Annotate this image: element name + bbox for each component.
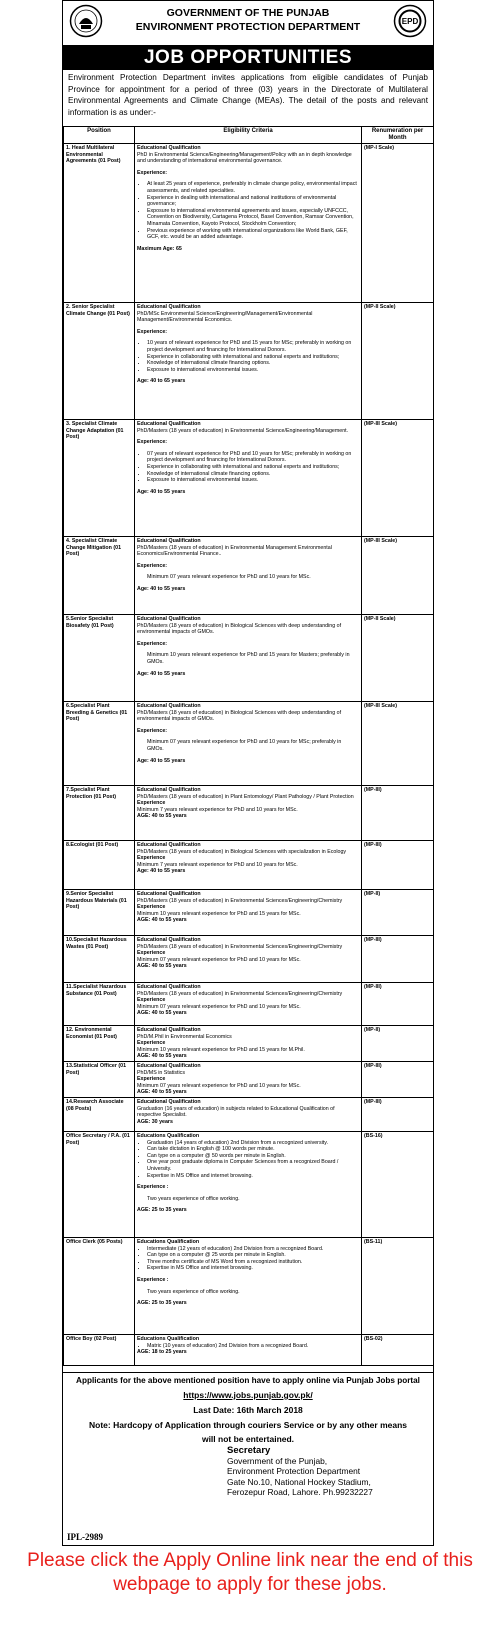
experience-item: • 10 years of relevant experience for PhD and 15 years for MSc; preferably in working on project development and financing for International Donors. — [147, 340, 359, 353]
qualification-label: Educations Qualification — [137, 1335, 200, 1342]
remuneration-cell: (MP-III) — [362, 1097, 434, 1131]
experience-item: • Experience in collaborating with international and national experts and institutions; — [147, 464, 359, 471]
eligibility-cell — [135, 615, 362, 702]
eligibility-cell — [135, 1334, 362, 1365]
eligibility-cell — [135, 1131, 362, 1237]
position-cell: 5.Senior Specialist Biosafety (01 Post) — [64, 615, 135, 702]
position-cell: 14.Research Associate (08 Posts) — [64, 1097, 135, 1131]
experience-label: Experience: — [137, 640, 168, 647]
eligibility-cell — [135, 702, 362, 786]
qualification-label: Educational Qualification — [137, 842, 201, 848]
remuneration-cell: (BS-02) — [362, 1334, 434, 1365]
column-header-eligibility: Eligibility Criteria — [135, 127, 362, 144]
qualification-text: PhD/Masters (18 years of education) in Biological Sciences with specialization in Ecology — [137, 848, 347, 855]
position-cell: 11.Specialist Hazardous Substance (01 Post) — [64, 983, 135, 1026]
qualification-label: Educational Qualification — [137, 984, 201, 990]
job-opportunities-banner: JOB OPPORTUNITIES — [63, 46, 433, 70]
qualification-item: • Three months certificate of MS Word from a recognized institution. — [147, 1259, 359, 1266]
column-header-remuneration: Renumeration per Month — [362, 127, 434, 144]
experience-label: Experience — [137, 950, 166, 957]
age-limit: Age: 40 to 55 years — [137, 585, 186, 592]
table-row — [64, 1131, 434, 1237]
hardcopy-note: Note: Hardcopy of Application through couriers Service or by any other means — [88, 1420, 408, 1430]
age-limit: Age: 40 to 55 years — [137, 757, 186, 764]
government-name: GOVERNMENT OF THE PUNJAB — [166, 7, 330, 19]
eligibility-cell — [135, 537, 362, 615]
remuneration-cell: (MP-II) — [362, 1026, 434, 1062]
qualification-list — [137, 1343, 359, 1350]
remuneration-cell: (BS-11) — [362, 1237, 434, 1334]
experience-label: Experience: — [137, 439, 168, 446]
position-cell: 8.Ecologist (01 Post) — [64, 841, 135, 890]
position-cell: 13.Statistical Officer (01 Post) — [64, 1061, 135, 1097]
table-row — [64, 786, 434, 841]
qualification-item: • One year post graduate diploma in Computer Sciences from a recognized Board / University. — [147, 1159, 359, 1172]
experience-text: Two years experience of office working. — [147, 1195, 240, 1202]
experience-text: Minimum 10 years relevant experience for PhD and 15 years for Masters; preferably in GMOs. — [147, 652, 350, 665]
position-cell: 2. Senior Specialist Climate Change (01 Post) — [64, 303, 135, 420]
qualification-label: Educations Qualification — [137, 1238, 200, 1245]
position-cell: Office Secretary / P.A. (01 Post) — [64, 1131, 135, 1237]
age-limit: Maximum Age: 65 — [137, 245, 182, 252]
experience-item: • Knowledge of international climate financing options. — [147, 471, 359, 478]
experience-list — [137, 181, 359, 240]
table-row — [64, 615, 434, 702]
qualification-label: Educational Qualification — [137, 1098, 201, 1105]
signature-block — [227, 1446, 373, 1497]
advertisement — [62, 0, 434, 1546]
experience-item: • Exposure to international environmental issues. — [147, 367, 359, 374]
age-limit: AGE: 40 to 55 years — [137, 963, 187, 970]
remuneration-cell: (MP-III Scale) — [362, 702, 434, 786]
qualification-item: • Matric (10 years of education) 2nd Division from a recognized Board. — [147, 1343, 359, 1350]
department-name: ENVIRONMENT PROTECTION DEPARTMENT — [135, 21, 361, 33]
table-row — [64, 1334, 434, 1365]
qualification-item: • Graduation (14 years of education) 2nd Division from a recognized university. — [147, 1140, 359, 1147]
table-row — [64, 983, 434, 1026]
experience-label: Experience — [137, 997, 166, 1004]
signatory-line: Gate No.10, National Hockey Stadium, — [227, 1476, 371, 1487]
experience-item: • Exposure to international environmental issues. — [147, 477, 359, 484]
qualification-label: Educations Qualification — [137, 1132, 200, 1139]
remuneration-cell: (MP-II Scale) — [362, 615, 434, 702]
eligibility-cell — [135, 1237, 362, 1334]
jobs-portal-link[interactable]: https://www.jobs.punjab.gov.pk/ — [183, 1390, 313, 1400]
age-limit: AGE: 40 to 55 years — [137, 1053, 187, 1060]
qualification-text: PhD/Masters (18 years of education) in Biological Sciences with deep understanding of environmental impacts of GMOs. — [137, 709, 342, 723]
table-row — [64, 1097, 434, 1131]
age-limit: AGE: 25 to 35 years — [137, 1207, 187, 1214]
position-cell: 10.Specialist Hazardous Wastes (01 Post) — [64, 936, 135, 983]
remuneration-cell: (MP-III) — [362, 983, 434, 1026]
column-header-position: Position — [64, 127, 135, 144]
experience-text: Minimum 07 years relevant experience for PhD and 10 years for MSc; preferably in GMOs. — [147, 739, 342, 752]
last-date: Last Date: 16th March 2018 — [193, 1405, 303, 1415]
remuneration-cell: (MP-III) — [362, 786, 434, 841]
experience-text: Minimum 07 years relevant experience for PhD and 10 years for MSc. — [137, 1082, 301, 1089]
qualification-label: Educational Qualification — [137, 787, 201, 793]
qualification-text: PhD/Masters (18 years of education) in Environmental Sciences/Engineering/Chemistry — [137, 943, 343, 950]
table-header-row — [64, 127, 434, 144]
qualification-label: Educational Qualification — [137, 703, 201, 709]
qualification-text: PhD/Masters (18 years of education) in Environmental Sciences/Engineering/Chemistry — [137, 990, 343, 997]
age-limit: AGE: 40 to 55 years — [137, 813, 187, 820]
qualification-text: PhD/Masters (18 years of education) in Environmental Management Environmental Economics/Environmental Finance.. — [137, 544, 332, 558]
qualification-item: • Can type on a computer @ 25 words per minute in English. — [147, 1252, 359, 1259]
ipl-number: IPL-2989 — [67, 1532, 103, 1542]
remuneration-cell: (MP-III) — [362, 936, 434, 983]
experience-list — [137, 451, 359, 484]
intro-paragraph: Environment Protection Department invites applications from eligible candidates of Punjab Province for appointment for a period of three (03) years in the Directorate of Multilateral Environmental Agreements and Climate Change (MEAs). The detail of the posts and relevant information is as under:- — [68, 73, 428, 117]
eligibility-cell — [135, 1026, 362, 1062]
table-row — [64, 1061, 434, 1097]
qualification-label: Educational Qualification — [137, 616, 201, 622]
signatory-line: Environment Protection Department — [227, 1466, 361, 1477]
qualification-text: PhD/M.Phil in Environmental Economics — [137, 1033, 232, 1040]
qualification-text: PhD/Masters (18 years of education) in Plant Entomology/ Plant Pathology / Plant Protection — [137, 793, 354, 800]
qualification-item: • Expertise in MS Office and internet browsing. — [147, 1265, 359, 1272]
table-row — [64, 841, 434, 890]
qualification-label: Educational Qualification — [137, 1027, 201, 1033]
signatory-title: Secretary — [227, 1445, 271, 1456]
eligibility-cell — [135, 1061, 362, 1097]
eligibility-cell — [135, 890, 362, 936]
hardcopy-note-continued: will not be entertained. — [201, 1434, 295, 1444]
qualification-label: Educational Qualification — [137, 891, 201, 897]
experience-item: • Previous experience of working with international organizations like World Bank, GEF, GCF, etc. would be an added advantage. — [147, 228, 359, 241]
table-row — [64, 420, 434, 537]
position-cell: 6.Specialist Plant Breeding & Genetics (01 Post) — [64, 702, 135, 786]
position-cell: 9.Senior Specialist Hazardous Materials (01 Post) — [64, 890, 135, 936]
age-limit: AGE: 40 to 55 years — [137, 917, 187, 924]
remuneration-cell: (BS-16) — [362, 1131, 434, 1237]
experience-text: Minimum 7 years relevant experience for PhD and 10 years for MSc. — [137, 861, 298, 868]
remuneration-cell: (MP-III Scale) — [362, 537, 434, 615]
qualification-item: • Expertise in MS Office and internet browsing. — [147, 1173, 359, 1180]
table-row — [64, 1237, 434, 1334]
experience-item: • Experience in collaborating with international and national experts and institutions; — [147, 354, 359, 361]
qualification-label: Educational Qualification — [137, 1062, 201, 1069]
qualification-text: PhD in Environmental Science/Engineering/Management/Policy with an in depth knowledge and understanding of international environmental governance. — [137, 151, 352, 165]
remuneration-cell: (MP-III) — [362, 1061, 434, 1097]
experience-label: Experience — [137, 1040, 166, 1047]
experience-label: Experience: — [137, 727, 168, 734]
experience-text: Two years experience of office working. — [147, 1288, 240, 1295]
qualification-label: Educational Qualification — [137, 145, 201, 151]
qualification-list — [137, 1246, 359, 1272]
age-limit: AGE: 18 to 25 years — [137, 1349, 187, 1356]
qualification-label: Educational Qualification — [137, 937, 201, 943]
table-row — [64, 1026, 434, 1062]
experience-label: Experience : — [137, 1184, 169, 1191]
qualification-label: Educational Qualification — [137, 538, 201, 544]
remuneration-cell: (MP-II) — [362, 890, 434, 936]
apply-online-notice: Please click the Apply Online link near the end of this webpage to apply for these jobs. — [27, 1550, 473, 1595]
experience-label: Experience — [137, 904, 166, 911]
qualification-label: Educational Qualification — [137, 421, 201, 427]
epd-logo — [393, 4, 427, 38]
experience-label: Experience: — [137, 562, 168, 569]
experience-label: Experience: — [137, 169, 168, 176]
experience-item: • At least 25 years of experience, preferably in climate change policy, environmental impact assessments, and related specialties. — [147, 181, 359, 194]
punjab-government-logo — [69, 4, 103, 38]
eligibility-cell — [135, 420, 362, 537]
table-row — [64, 144, 434, 303]
qualification-label: Educational Qualification — [137, 304, 201, 310]
age-limit: AGE: 25 to 35 years — [137, 1300, 187, 1307]
eligibility-cell — [135, 983, 362, 1026]
table-row — [64, 890, 434, 936]
qualification-text: PhD/MSc Environmental Science/Engineering/Management/Environmental Management/Environmental Economics. — [137, 310, 313, 324]
remuneration-cell: (MP-III) — [362, 841, 434, 890]
experience-text: Minimum 07 years relevant experience for PhD and 10 years for MSc. — [137, 1003, 301, 1010]
eligibility-cell — [135, 1097, 362, 1131]
signatory-line: Government of the Punjab, — [227, 1456, 328, 1467]
qualification-item: • Can type on a computer @ 50 words per minute in English. — [147, 1153, 359, 1160]
qualification-text: PhD/MS in Statistics — [137, 1069, 185, 1076]
age-limit: Age: 40 to 55 years — [137, 868, 186, 875]
eligibility-cell — [135, 841, 362, 890]
signatory-line: Ferozepur Road, Lahore. Ph.99232227 — [227, 1486, 373, 1497]
age-limit: Age: 40 to 55 years — [137, 488, 186, 495]
table-row — [64, 936, 434, 983]
age-limit: Age: 40 to 65 years — [137, 378, 186, 385]
position-cell: 1. Head Multilateral Environmental Agreements (01 Post) — [64, 144, 135, 303]
qualification-item: • Intermediate (12 years of education) 2nd Division from a recognized Board. — [147, 1246, 359, 1253]
experience-text: Minimum 10 years relevant experience for PhD and 15 years for MSc. — [137, 910, 301, 917]
remuneration-cell: (MP-I Scale) — [362, 144, 434, 303]
experience-item: • Experience in dealing with international and national institutions of environmental governance; — [147, 195, 359, 208]
age-limit: Age: 40 to 55 years — [137, 670, 186, 677]
experience-label: Experience — [137, 855, 166, 862]
experience-text: Minimum 07 years relevant experience for PhD and 10 years for MSc. — [147, 574, 311, 581]
position-cell: 7.Specialist Plant Protection (01 Post) — [64, 786, 135, 841]
jobs-table — [63, 126, 434, 1366]
remuneration-cell: (MP-III Scale) — [362, 420, 434, 537]
position-cell: Office Boy (02 Post) — [64, 1334, 135, 1365]
experience-item: • Exposure to international environmental agreements and issues, especially UNFCCC, Convention on Biodiversity, Cartagena Protocol, Basel Convention, Ramsar Convention, Minamata Convention, Kayoto Protocol, Stockholm Convention; — [147, 208, 359, 228]
table-row — [64, 537, 434, 615]
eligibility-cell — [135, 936, 362, 983]
qualification-item: • Can take dictation in English @ 100 words per minute. — [147, 1146, 359, 1153]
header — [63, 1, 433, 46]
experience-label: Experience — [137, 800, 166, 807]
experience-list — [137, 340, 359, 373]
epd-logo-text: EPD — [401, 17, 419, 26]
qualification-text: PhD/Masters (18 years of education) in Environmental Science/Engineering/Management. — [137, 427, 349, 434]
position-cell: 12. Environmental Economist (01 Post) — [64, 1026, 135, 1062]
table-row — [64, 702, 434, 786]
qualification-text: Graduation (16 years of education) in subjects related to Educational Qualification of respective Specialist. — [137, 1105, 335, 1119]
experience-item: • Knowledge of international climate financing options. — [147, 360, 359, 367]
qualification-list — [137, 1140, 359, 1180]
experience-text: Minimum 10 years relevant experience for PhD and 15 years for M.Phil. — [137, 1046, 305, 1053]
eligibility-cell — [135, 786, 362, 841]
position-cell: 4. Specialist Climate Change Mitigation (01 Post) — [64, 537, 135, 615]
footer — [63, 1372, 433, 1545]
position-cell: 3. Specialist Climate Change Adaptation (01 Post) — [64, 420, 135, 537]
age-limit: AGE: 40 to 55 years — [137, 1010, 187, 1017]
age-limit: AGE: 30 years — [137, 1118, 173, 1125]
jobs-table-body — [64, 144, 434, 1366]
age-limit: AGE: 40 to 55 years — [137, 1089, 187, 1096]
qualification-text: PhD/Masters (18 years of education) in Environmental Sciences/Engineering/Chemistry — [137, 897, 343, 904]
experience-label: Experience : — [137, 1276, 169, 1283]
experience-label: Experience — [137, 1076, 166, 1083]
experience-text: Minimum 07 years relevant experience for PhD and 10 years for MSc. — [137, 956, 301, 963]
qualification-text: PhD/Masters (18 years of education) in Biological Sciences with deep understanding of environmental impacts of GMOs. — [137, 622, 342, 636]
remuneration-cell: (MP-II Scale) — [362, 303, 434, 420]
experience-text: Minimum 7 years relevant experience for PhD and 10 years for MSc. — [137, 806, 298, 813]
apply-instructions: Applicants for the above mentioned position have to apply online via Punjab Jobs portal — [76, 1376, 420, 1385]
experience-item: • 07 years of relevant experience for PhD and 10 years for MSc; preferably in working on project development and financing for International Donors. — [147, 451, 359, 464]
eligibility-cell — [135, 303, 362, 420]
position-cell: Office Clerk (05 Posts) — [64, 1237, 135, 1334]
eligibility-cell — [135, 144, 362, 303]
table-row — [64, 303, 434, 420]
experience-label: Experience: — [137, 328, 168, 335]
